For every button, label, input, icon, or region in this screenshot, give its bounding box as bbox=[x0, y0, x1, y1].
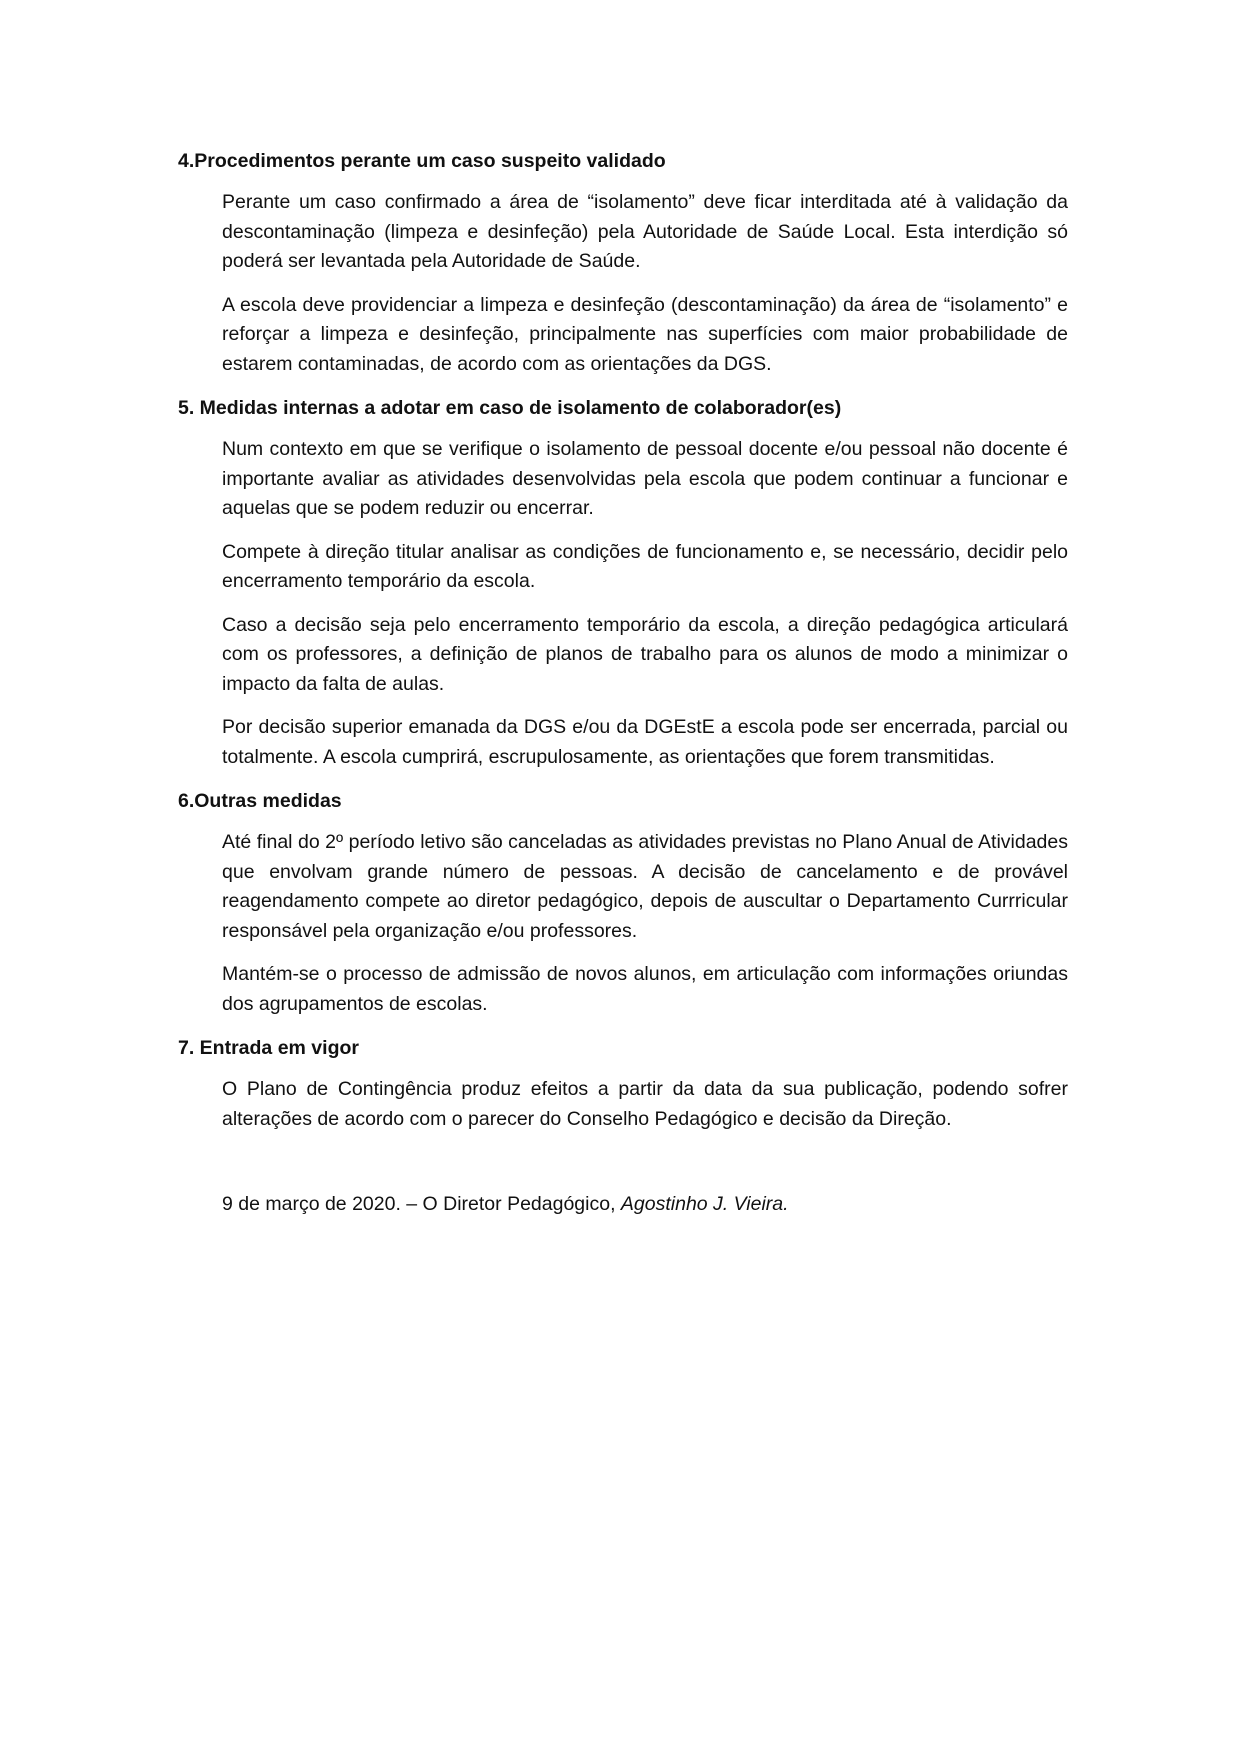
section-6 bbox=[178, 786, 1068, 1019]
section-7 bbox=[178, 1033, 1068, 1134]
signature-name: Agostinho J. Vieira. bbox=[620, 1193, 789, 1215]
section-heading: 5. Medidas internas a adotar em caso de isolamento de colaborador(es) bbox=[178, 397, 842, 419]
paragraph: Mantém-se o processo de admissão de novos alunos, em articulação com informações oriundas dos agrupamentos de escolas. bbox=[222, 963, 1068, 1015]
paragraph: Perante um caso confirmado a área de “isolamento” deve ficar interditada até à validação da descontaminação (limpeza e desinfeção) pela Autoridade de Saúde Local. Esta interdição só poderá ser levantada pela Autoridade de Saúde. bbox=[222, 191, 1068, 272]
section-heading: 6.Outras medidas bbox=[178, 790, 342, 812]
paragraph: Caso a decisão seja pelo encerramento temporário da escola, a direção pedagógica articulará com os professores, a definição de planos de trabalho para os alunos de modo a minimizar o impacto da falta de aulas. bbox=[222, 613, 1068, 695]
section-heading: 7. Entrada em vigor bbox=[178, 1037, 359, 1059]
signature-date: 9 de março de 2020. – O Diretor Pedagógico, bbox=[222, 1193, 621, 1215]
paragraph: Num contexto em que se verifique o isolamento de pessoal docente e/ou pessoal não docente é importante avaliar as atividades desenvolvidas pela escola que podem continuar a funcionar e aquelas que se podem reduzir ou encerrar. bbox=[222, 438, 1068, 519]
section-heading: 4.Procedimentos perante um caso suspeito validado bbox=[178, 150, 666, 172]
paragraph: Compete à direção titular analisar as condições de funcionamento e, se necessário, decidir pelo encerramento temporário da escola. bbox=[222, 540, 1068, 592]
section-5 bbox=[178, 393, 1068, 772]
paragraph: Até final do 2º período letivo são canceladas as atividades previstas no Plano Anual de Atividades que envolvam grande número de pessoas. A decisão de cancelamento e de provável reagendamento compete ao diretor pedagógico, depois de auscultar o Departamento Currricular responsável pela organização e/ou professores. bbox=[222, 831, 1068, 942]
paragraph: O Plano de Contingência produz efeitos a partir da data da sua publicação, podendo sofrer alterações de acordo com o parecer do Conselho Pedagógico e decisão da Direção. bbox=[222, 1078, 1068, 1130]
paragraph: A escola deve providenciar a limpeza e desinfeção (descontaminação) da área de “isolamento” e reforçar a limpeza e desinfeção, principalmente nas superfícies com maior probabilidade de estarem contaminadas, de acordo com as orientações da DGS. bbox=[222, 293, 1068, 375]
document-body bbox=[178, 146, 1068, 1220]
paragraph: Por decisão superior emanada da DGS e/ou da DGEstE a escola pode ser encerrada, parcial ou totalmente. A escola cumprirá, escrupulosamente, as orientações que forem transmitidas. bbox=[222, 716, 1068, 768]
signature-line bbox=[222, 1190, 1068, 1220]
section-4 bbox=[178, 146, 1068, 379]
